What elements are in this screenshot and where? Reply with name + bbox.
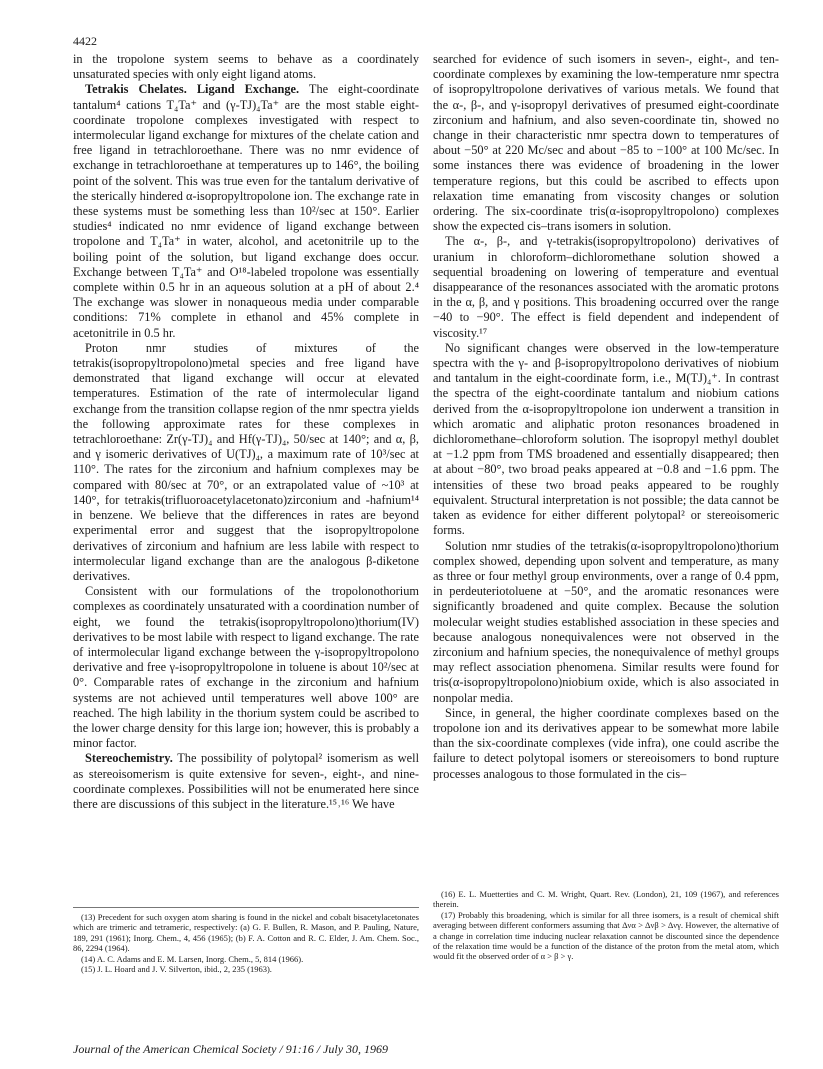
paragraph: Proton nmr studies of mixtures of the tetrakis(isopropyltropolono)metal species and free ligand have demonstrated that ligand exchange will occur at elevated temperatures. Estimation of the rate of intermolecular ligand exchange from the transition collapse region of the nmr spectra yields the following approximate rates for these complexes in tetrachloroethane: Zr(γ-TJ)₄ and Hf(γ-TJ)₄, 50/sec at 140°; and α, β, and γ isomeric derivatives of U(TJ)₄, a maximum rate of 10³/sec at 110°. The rates for the zirconium and hafnium complexes may be compared with 80/sec at 70°, or an extrapolated value of ~10³ at 140°, for tetrakis(trifluoroacetylacetonato)zirconium and -hafnium¹⁴ in benzene. We believe that the differences in rates are beyond experimental error and suggest that the isopropyltropolone derivatives of zirconium and hafnium are less labile with respect to intermolecular ligand exchange than are the analogous β-diketone derivatives. (73, 340, 419, 583)
paragraph-tetrakis-chelates (73, 82, 419, 340)
paragraph: in the tropolone system seems to behave as a coordinately unsaturated species with only eight ligand atoms. (73, 52, 419, 82)
journal-footer: Journal of the American Chemical Society / 91:16 / July 30, 1969 (73, 1042, 389, 1056)
paragraph: Consistent with our formulations of the tropolonothorium complexes as coordinately unsaturated with a coordination number of eight, we found the tetrakis(isopropyltropolono)thorium(IV) derivatives to be most labile with respect to ligand exchange. The rate of intermolecular ligand exchange between the γ-isopropyltropolono derivative and free γ-isopropyltropolone in toluene is about 10²/sec at 0°. Comparable rates of exchange in the zirconium and hafnium systems are not achieved until temperatures well above 100° are reached. The high lability in the thorium system could be ascribed to the lower charge density for this large ion; however, this is probably a minor factor. (73, 584, 419, 751)
paragraph-stereochemistry (73, 751, 419, 812)
footnote-13: (13) Precedent for such oxygen atom sharing is found in the nickel and cobalt bisacetylacetonates which are trimeric and tetrameric, respectively: (a) G. F. Bullen, R. Mason, and P. Pauling, Nature, 189, 291 (1961); Inorg. Chem., 4, 456 (1965); (b) F. A. Cotton and R. C. Elder, J. Am. Chem. Soc., 86, 2294 (1964). (73, 912, 419, 954)
paragraph: Solution nmr studies of the tetrakis(α-isopropyltropolono)thorium complex showed, depending upon solvent and temperature, as many as three or four methyl group environments, over a range of 0.4 ppm, in perdeuteriotoluene at −50°, and the aromatic resonances were significantly broadened and quite complex. Because the solution molecular weight studies established association in these species and because analogous nonequivalences were not observed in the zirconium and hafnium species, the nonequivalence of methyl groups may reflect association phenomena. Similar results were found for tris(α-isopropyltropolono)niobium oxide, which is also associated in nonpolar media. (433, 538, 779, 705)
left-column (73, 52, 419, 812)
paragraph-body: The possibility of polytopal² isomerism as well as stereoisomerism is quite extensive for seven-, eight-, and nine-coordinate complexes. Possibilities will not be enumerated here since there are discussions of this subject in the literature.¹⁵˒¹⁶ We have (73, 751, 419, 811)
paragraph: The α-, β-, and γ-tetrakis(isopropyltropolono) derivatives of uranium in chloroform–dichloromethane solution showed a sequential broadening on lowering of temperature and eventual disappearance of the resonances associated with the aromatic protons in the α, β, and γ positions. This broadening occurred over the range −40 to −90°. The effect is field dependent and independent of viscosity.¹⁷ (433, 234, 779, 340)
paragraph: Since, in general, the higher coordinate complexes based on the tropolone ion and its derivatives appear to be somewhat more labile than the six-coordinate complexes (vide infra), one could ascribe the failure to detect polytopal isomers or stereoisomers to bond rupture processes analogous to those formulated in the cis– (433, 705, 779, 781)
footnote-14: (14) A. C. Adams and E. M. Larsen, Inorg. Chem., 5, 814 (1966). (81, 953, 304, 964)
section-heading: Tetrakis Chelates. Ligand Exchange. (85, 82, 300, 97)
footnotes-left (73, 907, 419, 974)
right-column (433, 52, 779, 782)
section-heading: Stereochemistry. (85, 751, 173, 766)
footnote-17: (17) Probably this broadening, which is similar for all three isomers, is a result of chemical shift averaging between different conformers assuming that Δνα > Δνβ > Δνγ. However, the alternative of a change in correlation time inducing nuclear relaxation cannot be discounted since the dependence of the relaxation time would be a function of the distance of the proton from the metal atom, which would fit the observed order of α > β > γ. (433, 909, 779, 962)
footnote-15: (15) J. L. Hoard and J. V. Silverton, ibid., 2, 235 (1963). (81, 964, 272, 975)
paragraph-body: The eight-coordinate tantalum⁴ cations T₄Ta⁺ and (γ-TJ)₄Ta⁺ are the most stable eight-coordinate tropolone complexes investigated with respect to intermolecular ligand exchange for mixtures of the chelate cation and free ligand in tetrachloroethane. There was no nmr evidence of exchange in tetrachloroethane at temperatures up to 146°, the boiling point of the solvent. This was true even for the tantalum derivative of the sterically hindered α-isopropyltropolone ion. The exchange rate in these systems must be something less than 10²/sec at 150°. Earlier studies⁴ indicated no nmr evidence of ligand exchange between tropolone and T₄Ta⁺ in water, alcohol, and acetonitrile up to the boiling point of the solution, but ligand exchange does occur. Exchange between T₄Ta⁺ and O¹⁸-labeled tropolone was essentially complete within 0.5 hr in an aqueous solution at a pH of about 2.⁴ The exchange was slower in nonaqueous media under comparable conditions: 71% complete in ethanol and 45% complete in acetonitrile in 0.5 hr. (73, 82, 420, 340)
footnote-16: (16) E. L. Muetterties and C. M. Wright, Quart. Rev. (London), 21, 109 (1967), and references therein. (433, 889, 779, 910)
footnotes-right (433, 889, 779, 962)
paragraph: searched for evidence of such isomers in seven-, eight-, and ten-coordinate complexes by examining the low-temperature nmr spectra of isopropyltropolone derivatives of various metals. We found that the α-, β-, and γ-isopropyl derivatives of presumed eight-coordinate zirconium and hafnium, and also seven-coordinate tin, showed no change in their characteristic nmr spectra down to temperatures of about −50° at 220 Mc/sec and about −85 to −100° at 100 Mc/sec. In some instances there was evidence of broadening in the lower temperature regions, but this could be ascribed to effects upon relaxation time emanating from viscosity changes or solution ordering. The six-coordinate tris(α-isopropyltropolono) complexes show the expected cis–trans isomers in solution. (433, 52, 779, 234)
footnote-rule (73, 907, 419, 908)
page-number: 4422 (73, 34, 97, 48)
paragraph: No significant changes were observed in the low-temperature spectra with the γ- and β-isopropyltropolono derivatives of niobium and tantalum in the eight-coordinate form, i.e., M(TJ)₄⁺. In contrast the spectra of the eight-coordinate tantalum and niobium cations derived from the α-isopropyltropolone ion underwent a transition in which aromatic and aliphatic proton resonances broadened in dichloromethane–chloroform solution. The isopropyl methyl doublet at −1.2 ppm from TMS broadened and essentially disappeared; then at about −80°, two broad peaks appeared at −0.8 and −1.6 ppm. The intensities of these two broad peaks appeared to be roughly equivalent. Structural interpretation is not possible; the data cannot be taken as evidence for either different polytopal² or stereoisomeric forms. (433, 340, 779, 538)
